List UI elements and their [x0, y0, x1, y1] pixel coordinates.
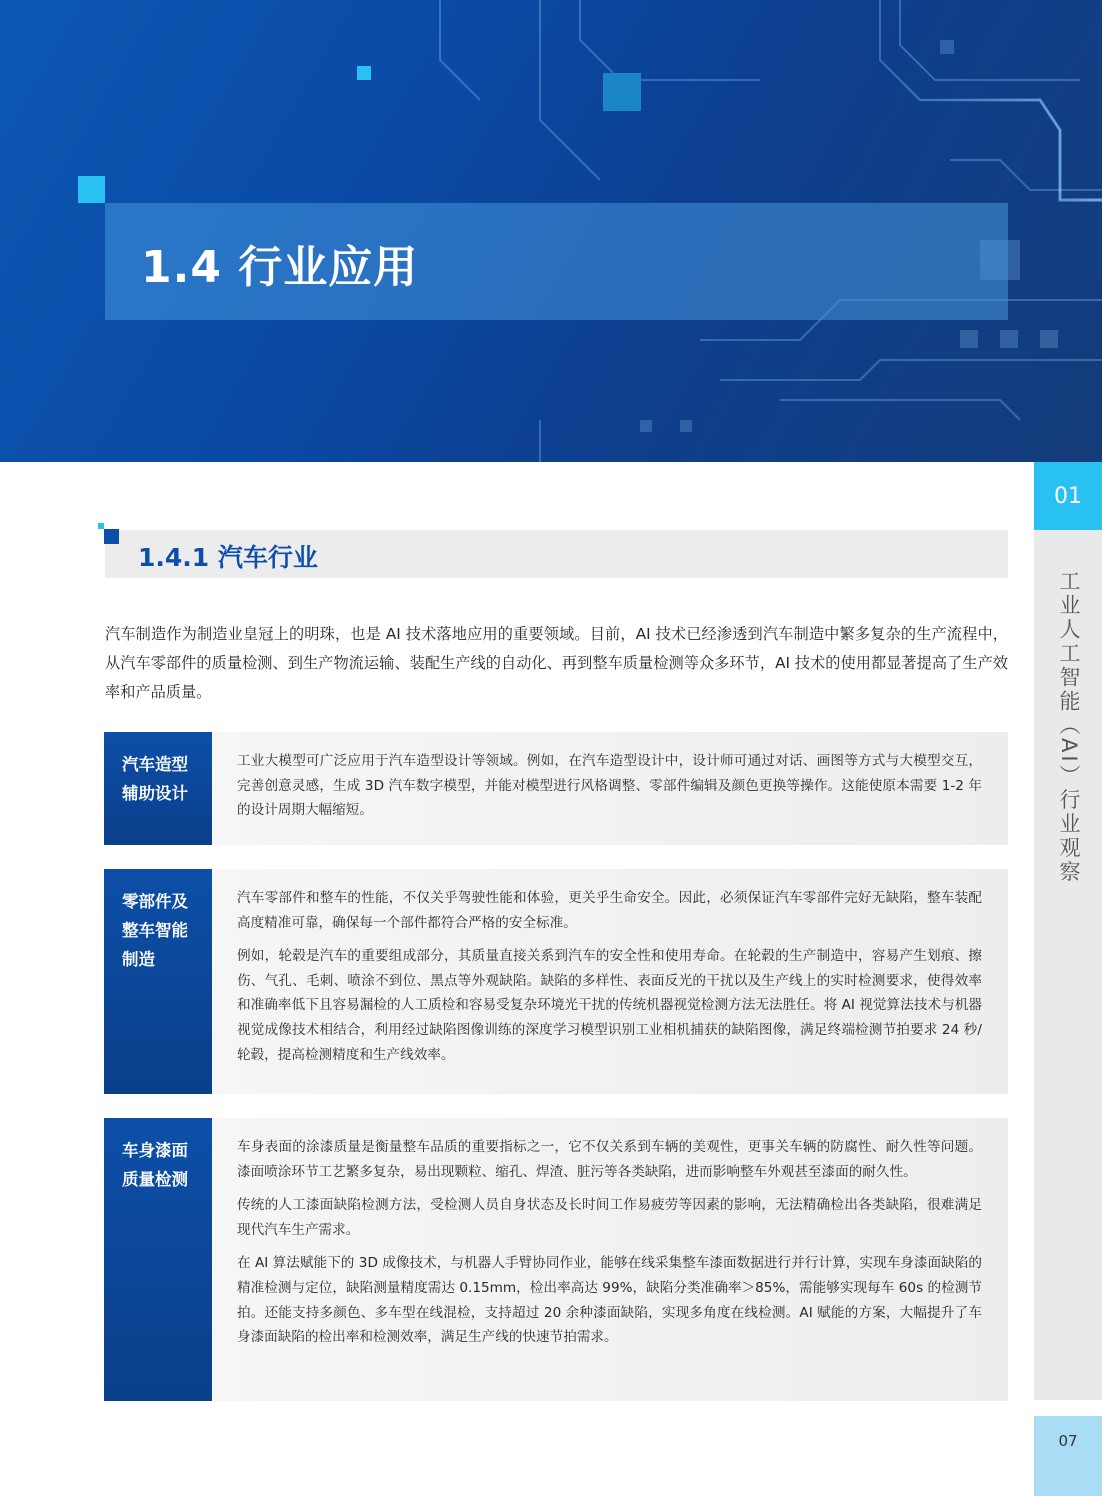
intro-paragraph: 汽车制造作为制造业皇冠上的明珠，也是 AI 技术落地应用的重要领域。目前，AI 技术已经渗透到汽车制造中繁多复杂的生产流程中，从汽车零部件的质量检测、到生产物流运输、装配生产线的自动化、再到整车质量检测等众多环节，AI 技术的使用都显著提高了生产效率和产品质量。 [105, 625, 1008, 701]
card-label-box [104, 1118, 212, 1401]
chapter-title: 工业人工智能（AI）行业观察 [1057, 570, 1081, 885]
card-body [237, 749, 982, 832]
decor-square-medium [603, 73, 641, 111]
card-paragraph: 传统的人工漆面缺陷检测方法，受检测人员自身状态及长时间工作易疲劳等因素的影响，无法精确检出各类缺陷，很难满足现代汽车生产需求。 [237, 1197, 982, 1238]
heading-marker [104, 529, 119, 544]
section-heading-bar [105, 530, 1008, 578]
card-paragraph: 车身表面的涂漆质量是衡量整车品质的重要指标之一，它不仅关系到车辆的美观性，更事关车辆的防腐性、耐久性等问题。漆面喷涂环节工艺繁多复杂，易出现颗粒、缩孔、焊渣、脏污等各类缺陷，进而影响整车外观甚至漆面的耐久性。 [237, 1139, 982, 1180]
header-banner [0, 0, 1102, 462]
card-body [237, 886, 982, 1076]
card-label: 零部件及整车智能制造 [122, 892, 188, 969]
card-paragraph: 例如，轮毂是汽车的重要组成部分，其质量直接关系到汽车的安全性和使用寿命。在轮毂的生产制造中，容易产生划痕、擦伤、气孔、毛刺、喷涂不到位、黑点等外观缺陷。缺陷的多样性、表面反光的干扰以及生产线上的实时检测要求，使得效率和准确率低下且容易漏检的人工质检和容易受复杂环境光干扰的传统机器视觉检测方法无法胜任。将 AI 视觉算法技术与机器视觉成像技术相结合，利用经过缺陷图像训练的深度学习模型识别工业相机捕获的缺陷图像，满足终端检测节拍要求 24 秒/轮毂，提高检测精度和生产线效率。 [237, 948, 982, 1063]
card-label: 车身漆面质量检测 [122, 1141, 188, 1189]
card-label-box [104, 869, 212, 1094]
decor-square-small [357, 66, 371, 80]
card-body [237, 1135, 982, 1359]
chapter-number: 01 [1034, 462, 1102, 530]
banner-title-bar [105, 203, 1008, 320]
page-title: 1.4 行业应用 [141, 242, 419, 293]
decor-square-large [78, 176, 105, 203]
card-paint-inspection [104, 1118, 1008, 1401]
card-styling-design [104, 732, 1008, 845]
card-paragraph: 汽车零部件和整车的性能，不仅关乎驾驶性能和体验，更关乎生命安全。因此，必须保证汽车零部件完好无缺陷，整车装配高度精准可靠，确保每一个部件都符合严格的安全标准。 [237, 890, 982, 931]
card-paragraph: 工业大模型可广泛应用于汽车造型设计等领域。例如，在汽车造型设计中，设计师可通过对话、画图等方式与大模型交互，完善创意灵感，生成 3D 汽车数字模型，并能对模型进行风格调整、零部件编辑及颜色更换等操作。这能使原本需要 1-2 年的设计周期大幅缩短。 [237, 753, 982, 819]
card-label-box [104, 732, 212, 845]
card-paragraph: 在 AI 算法赋能下的 3D 成像技术，与机器人手臂协同作业，能够在线采集整车漆面数据进行并行计算，实现车身漆面缺陷的精准检测与定位，缺陷测量精度需达 0.15mm，检出率高达 99%，缺陷分类准确率＞85%，需能够实现每车 60s 的检测节拍。还能支持多颜色、多车型在线混检，支持超过 20 余种漆面缺陷，实现多角度在线检测。AI 赋能的方案，大幅提升了车身漆面缺陷的检出率和检测效率，满足生产线的快速节拍需求。 [237, 1255, 982, 1346]
section-heading: 1.4.1 汽车行业 [138, 543, 318, 572]
page-number: 07 [1034, 1416, 1102, 1496]
card-parts-manufacturing [104, 869, 1008, 1094]
card-label: 汽车造型辅助设计 [122, 755, 188, 803]
